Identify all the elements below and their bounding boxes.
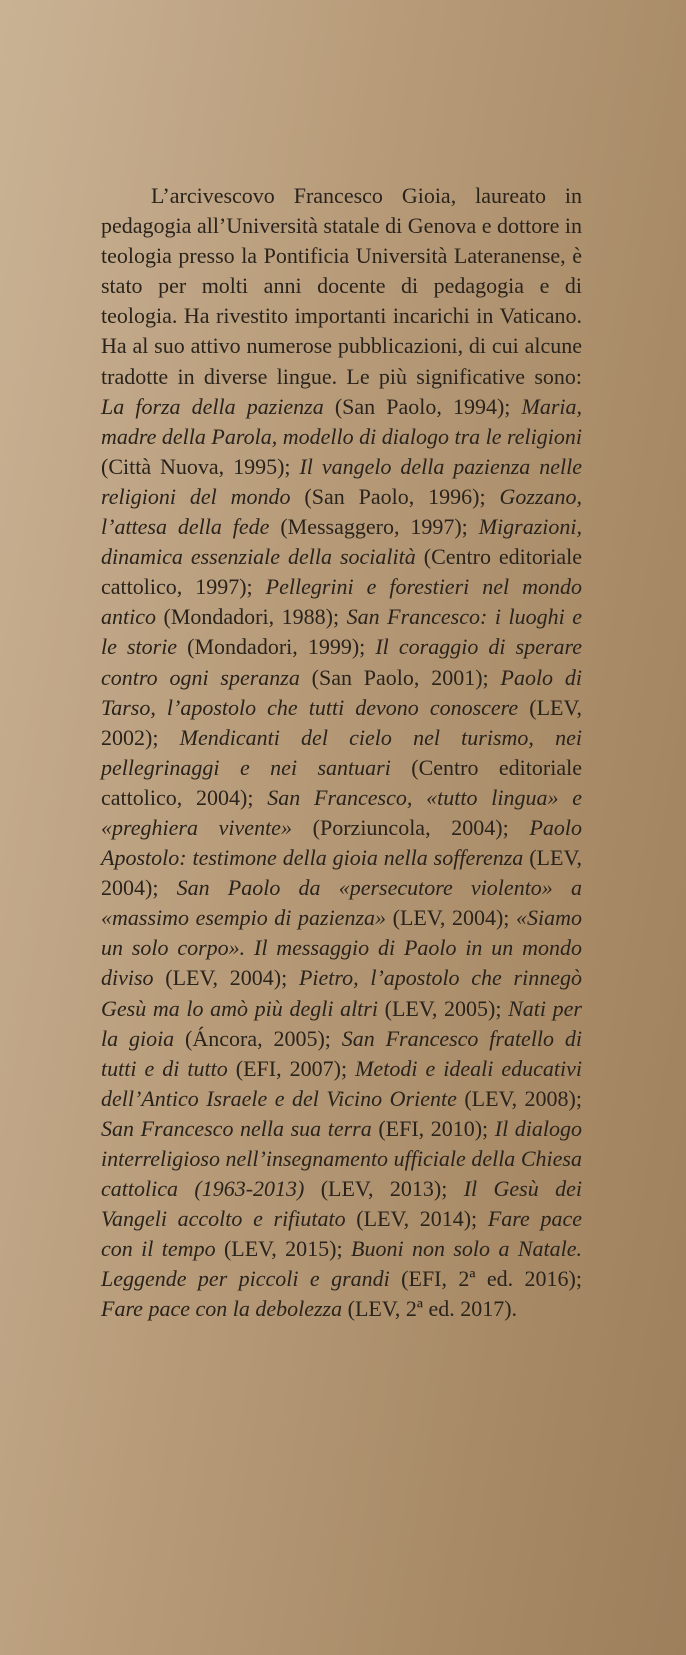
book-title: Migrazioni, dinamica essenziale della socialità: [101, 514, 582, 570]
bio-text: L’arcivescovo Francesco Gioia, laureato in pedagogia all’Università statale di Genova e dottore in teologia presso la Pontificia Università Lateranense, è stato per molti anni docente di pedagogia e di teologia. Ha rivestito importanti incarichi in Vaticano. Ha al suo attivo numerose pubblicazioni, di cui alcune tradotte in diverse lingue. Le più significative sono:: [101, 183, 582, 389]
book-title: Fare pace con la debolezza: [101, 1296, 343, 1322]
book-title: San Francesco: i luoghi e le storie: [101, 604, 582, 660]
bio-text: (LEV, 2014);: [345, 1206, 488, 1232]
bio-text: (LEV, 2002);: [101, 694, 582, 750]
bio-text: (LEV, 2ª ed. 2017).: [342, 1296, 518, 1322]
bio-text: (LEV, 2013);: [304, 1176, 464, 1202]
author-biography: [101, 181, 582, 1325]
book-title: Il vangelo della pazienza nelle religioni del mondo: [101, 453, 582, 509]
bio-text: (LEV, 2004);: [386, 905, 516, 931]
bio-text: (Centro editoriale cattolico, 1997);: [101, 544, 582, 600]
book-title: Fare pace con il tempo: [101, 1206, 582, 1262]
bio-text: (LEV, 2004);: [101, 845, 582, 901]
bio-text: (Centro editoriale cattolico, 2004);: [101, 754, 582, 810]
book-title: San Francesco, «tutto lingua» e «preghiera vivente»: [101, 784, 582, 840]
bio-text: (San Paolo, 1994);: [323, 393, 522, 419]
book-title: Il coraggio di sperare contro ogni speranza: [101, 634, 582, 690]
book-title: Nati per la gioia: [101, 995, 582, 1051]
bio-text: (Mondadori, 1999);: [177, 634, 376, 660]
book-title: «Siamo un solo corpo». Il messaggio di Paolo in un mondo diviso: [101, 905, 582, 991]
book-title: Pellegrini e forestieri nel mondo antico: [101, 574, 582, 630]
bio-text: (EFI, 2010);: [371, 1115, 495, 1141]
book-title: Paolo di Tarso, l’apostolo che tutti devono conoscere: [101, 664, 582, 720]
bio-text: (Città Nuova, 1995);: [101, 453, 300, 479]
bio-text: (LEV, 2005);: [377, 995, 509, 1021]
bio-text: (LEV, 2008);: [456, 1085, 582, 1111]
biography-paragraph: [101, 181, 582, 1325]
book-title: Mendicanti del cielo nel turismo, nei pellegrinaggi e nei santuari: [101, 724, 582, 780]
bio-text: (San Paolo, 2001);: [299, 664, 501, 690]
book-title: Il dialogo interreligioso nell’insegnamento ufficiale della Chiesa cattolica (1963-2013): [101, 1115, 582, 1202]
bio-text: (Mondadori, 1988);: [156, 604, 347, 630]
bio-text: (LEV, 2004);: [153, 965, 299, 991]
bio-text: (Messaggero, 1997);: [269, 514, 479, 540]
book-title: Gozzano, l’attesa della fede: [101, 483, 582, 540]
book-title: Metodi e ideali educativi dell’Antico Israele e del Vicino Oriente: [101, 1055, 583, 1111]
book-title: Paolo Apostolo: testimone della gioia nella sofferenza: [101, 814, 582, 871]
book-title: San Francesco nella sua terra: [101, 1115, 372, 1141]
bio-text: (Porziuncola, 2004);: [291, 814, 530, 840]
book-title: Maria, madre della Parola, modello di dialogo tra le religioni: [101, 393, 582, 449]
bio-text: (LEV, 2015);: [215, 1236, 351, 1262]
bio-text: (EFI, 2007);: [227, 1055, 356, 1081]
book-title: Pietro, l’apostolo che rinnegò Gesù ma lo amò più degli altri: [101, 965, 582, 1021]
book-title: La forza della pazienza: [101, 393, 324, 419]
bio-text: (Áncora, 2005);: [174, 1025, 342, 1051]
book-title: Buoni non solo a Natale. Leggende per piccoli e grandi: [101, 1236, 583, 1292]
bio-text: (EFI, 2ª ed. 2016);: [389, 1266, 582, 1292]
book-title: San Francesco fratello di tutti e di tutto: [101, 1025, 583, 1081]
bio-text: (San Paolo, 1996);: [290, 483, 500, 509]
book-title: Il Gesù dei Vangeli accolto e rifiutato: [101, 1176, 582, 1232]
book-title: San Paolo da «persecutore violento» a «massimo esempio di pazienza»: [101, 875, 582, 931]
